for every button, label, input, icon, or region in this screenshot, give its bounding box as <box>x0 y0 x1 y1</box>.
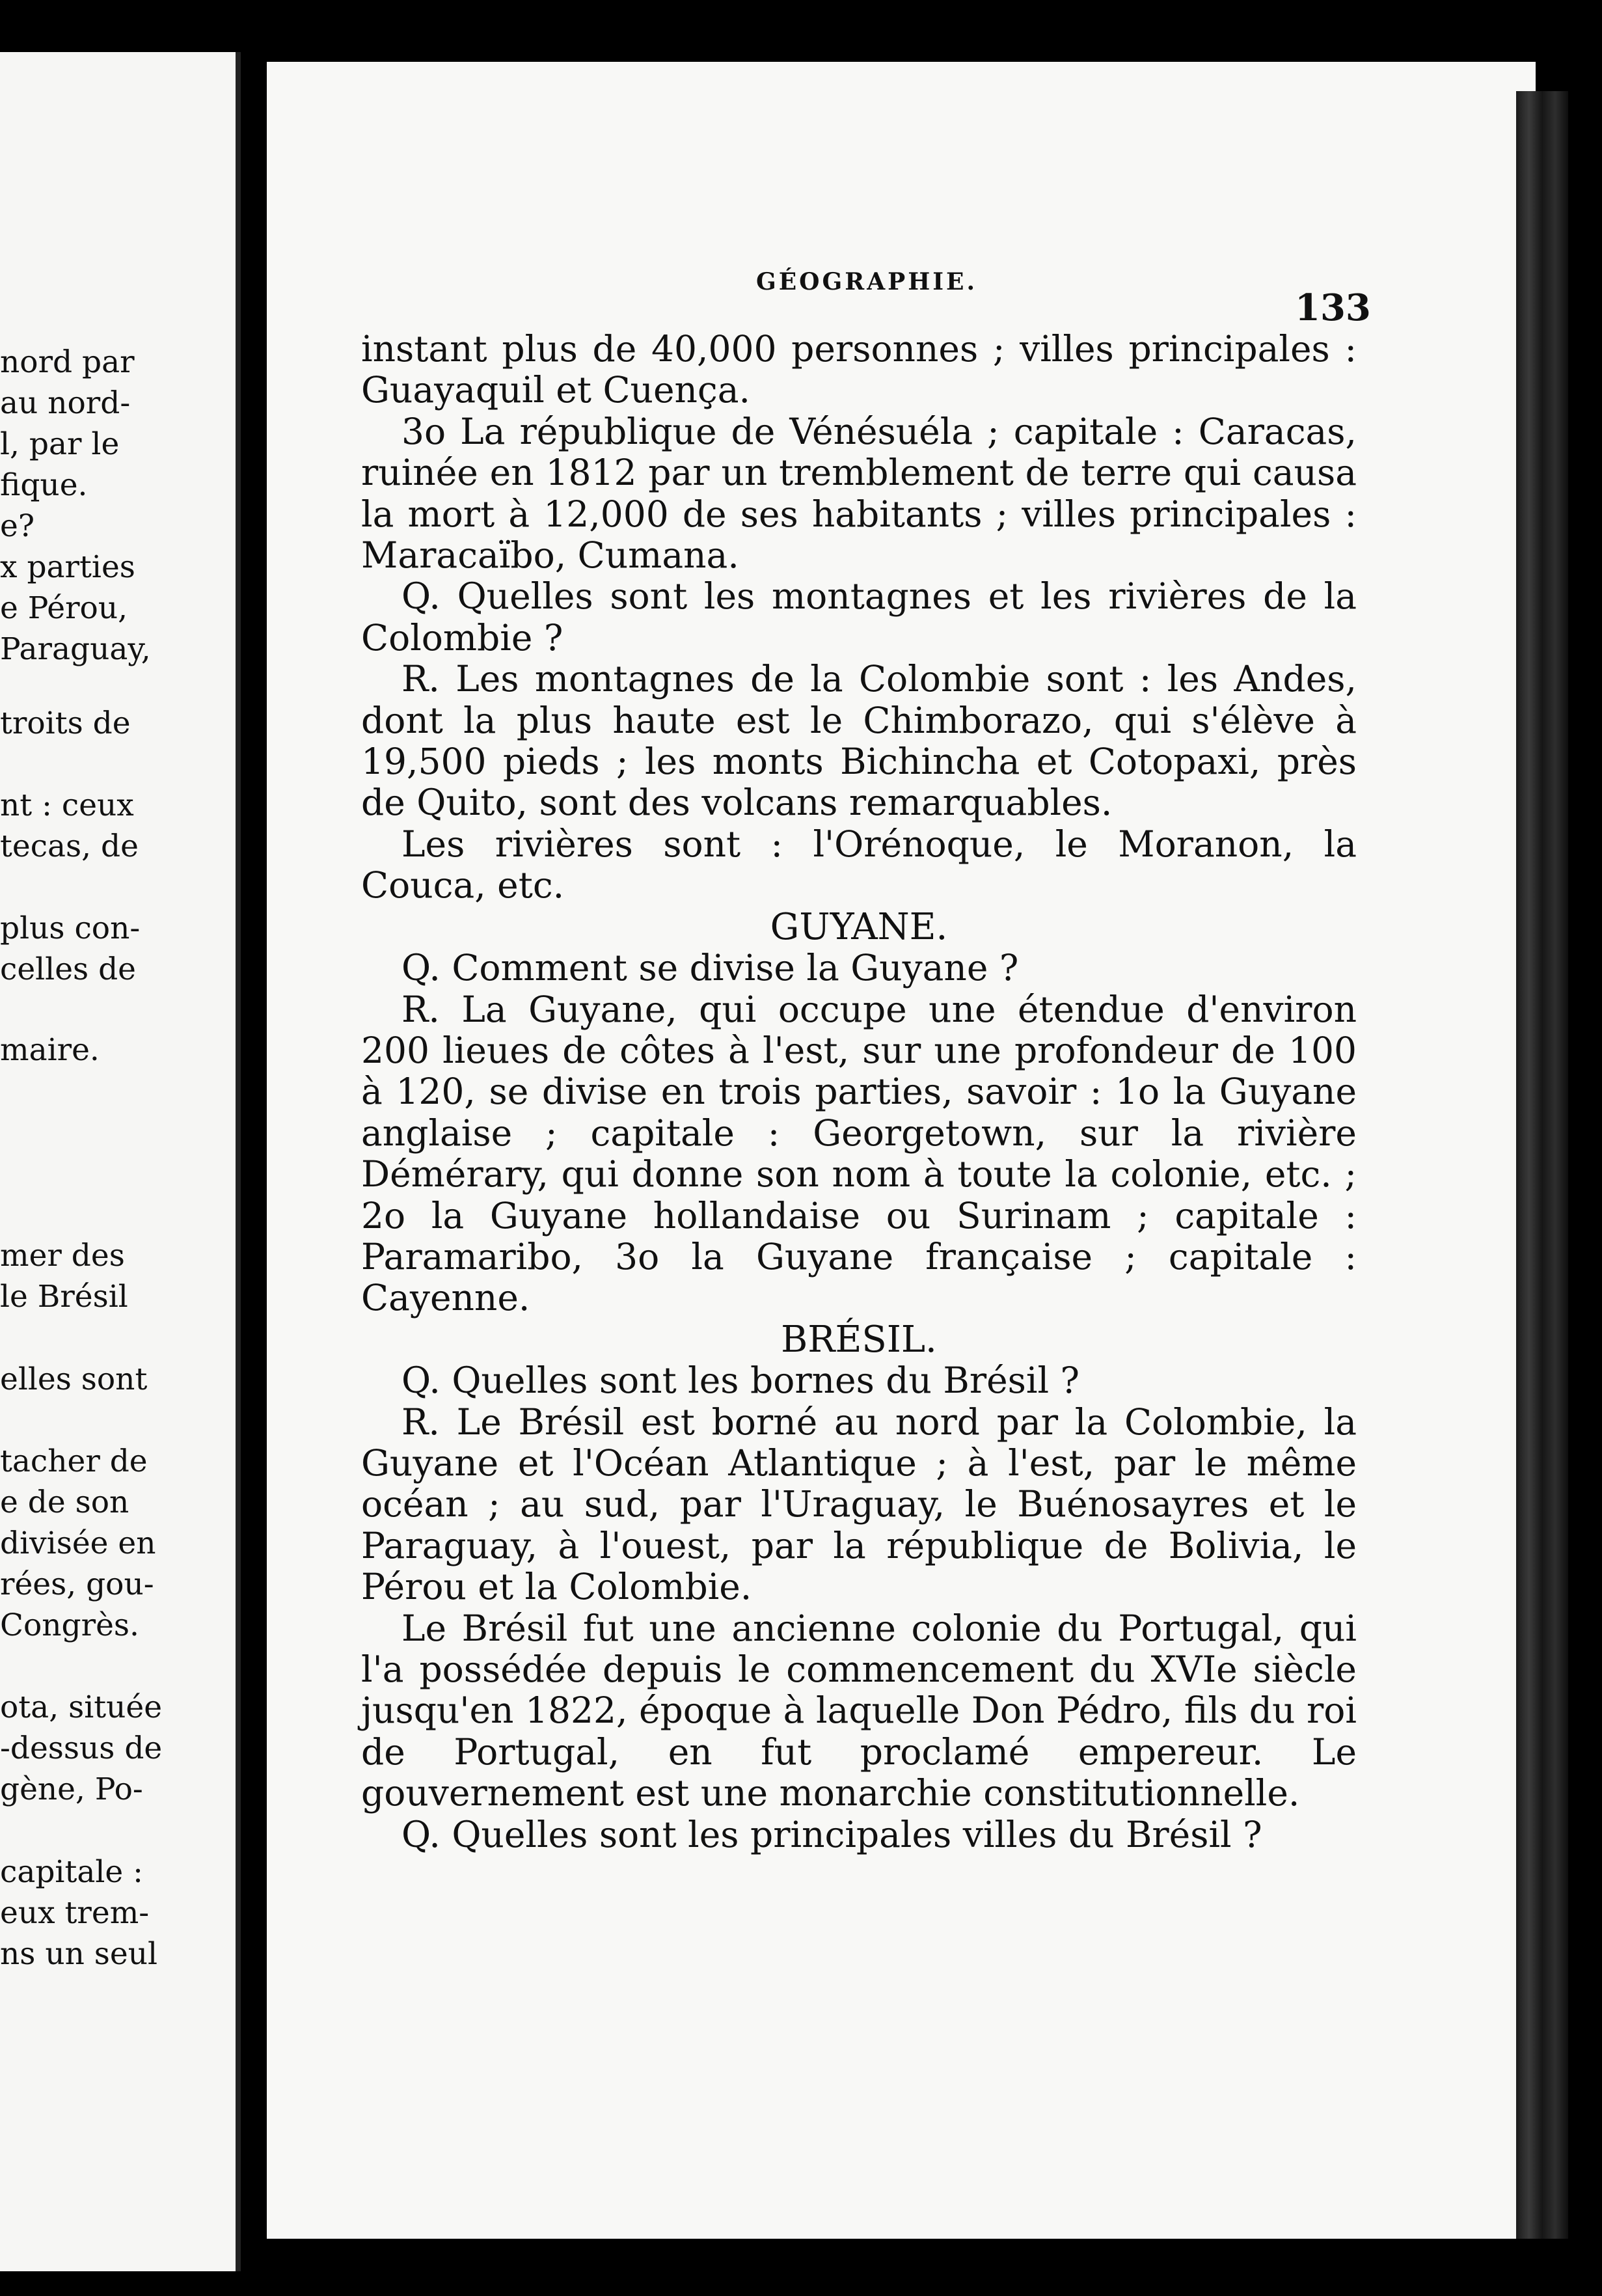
left-line: -dessus de <box>0 1730 163 1766</box>
left-line: e Pérou, <box>0 590 128 626</box>
paragraph: Le Brésil fut une ancienne colonie du Portugal, qui l'a possédée depuis le commencement du XVIe siècle jusqu'en 1822, époque à laquelle Don Pédro, fils du roi de Portugal, en fut proclamé empereur. Le gouvernement est une monarchie constitutionnelle. <box>361 1607 1357 1814</box>
section-heading: GUYANE. <box>770 905 948 948</box>
answer: R. Le Brésil est borné au nord par la Colombie, la Guyane et l'Océan Atlantique ; à l'est, par le même océan ; au sud, par l'Uraguay, le Buénosayres et le Paraguay, à l'ouest, par la république de Bolivia, le Pérou et la Colombie. <box>361 1401 1357 1608</box>
left-line: ns un seul <box>0 1936 158 1972</box>
left-line: l, par le <box>0 426 120 462</box>
section-heading: BRÉSIL. <box>781 1318 937 1361</box>
left-line: nord par <box>0 344 135 380</box>
left-line: x parties <box>0 549 135 585</box>
paragraph: instant plus de 40,000 personnes ; villes principales : Guayaquil et Cuença. <box>361 328 1357 411</box>
left-line: ota, située <box>0 1689 163 1725</box>
left-line: fique. <box>0 467 88 503</box>
page-number: 133 <box>1295 286 1371 329</box>
question: Q. Quelles sont les montagnes et les rivières de la Colombie ? <box>361 575 1357 659</box>
question: Q. Quelles sont les bornes du Brésil ? <box>401 1360 1080 1402</box>
left-line: e? <box>0 508 35 544</box>
running-header: GÉOGRAPHIE. <box>756 268 978 295</box>
left-line: maire. <box>0 1032 100 1068</box>
left-line: celles de <box>0 951 136 987</box>
left-line: eux trem- <box>0 1895 150 1931</box>
question: Q. Comment se divise la Guyane ? <box>401 947 1019 989</box>
paragraph: Les rivières sont : l'Orénoque, le Moranon, la Couca, etc. <box>361 823 1357 907</box>
left-line: divisée en <box>0 1525 156 1561</box>
left-line: elles sont <box>0 1361 148 1397</box>
answer: R. Les montagnes de la Colombie sont : les Andes, dont la plus haute est le Chimborazo, qui s'élève à 19,500 pieds ; les monts Bichincha et Cotopaxi, près de Quito, sont des volcans remarquables. <box>361 658 1357 824</box>
left-line: gène, Po- <box>0 1771 143 1807</box>
left-line: mer des <box>0 1238 125 1274</box>
left-line: troits de <box>0 705 131 741</box>
left-line: e de son <box>0 1484 129 1520</box>
left-line: Paraguay, <box>0 631 151 667</box>
left-line: nt : ceux <box>0 787 134 823</box>
left-line: Congrès. <box>0 1607 139 1643</box>
left-line: le Brésil <box>0 1279 128 1315</box>
page-edges <box>1516 91 1568 2239</box>
paragraph: 3o La république de Vénésuéla ; capitale : Caracas, ruinée en 1812 par un tremblement de terre qui causa la mort à 12,000 de ses habitants ; villes principales : Maracaïbo, Cumana. <box>361 410 1357 577</box>
left-line: tacher de <box>0 1443 148 1479</box>
book-gutter <box>241 0 267 2296</box>
left-line: rées, gou- <box>0 1566 154 1602</box>
left-line: au nord- <box>0 385 131 421</box>
left-page <box>0 52 241 2271</box>
left-line: plus con- <box>0 910 141 946</box>
page-body <box>361 329 1357 1855</box>
left-line: capitale : <box>0 1854 143 1890</box>
answer: R. La Guyane, qui occupe une étendue d'environ 200 lieues de côtes à l'est, sur une profondeur de 100 à 120, se divise en trois parties, savoir : 1o la Guyane anglaise ; capitale : Georgetown, sur la rivière Démérary, qui donne son nom à toute la colonie, etc. ; 2o la Guyane hollandaise ou Surinam ; capitale : Paramaribo, 3o la Guyane française ; capitale : Cayenne. <box>361 988 1357 1319</box>
left-line: tecas, de <box>0 828 139 864</box>
question: Q. Quelles sont les principales villes du Brésil ? <box>401 1813 1262 1855</box>
